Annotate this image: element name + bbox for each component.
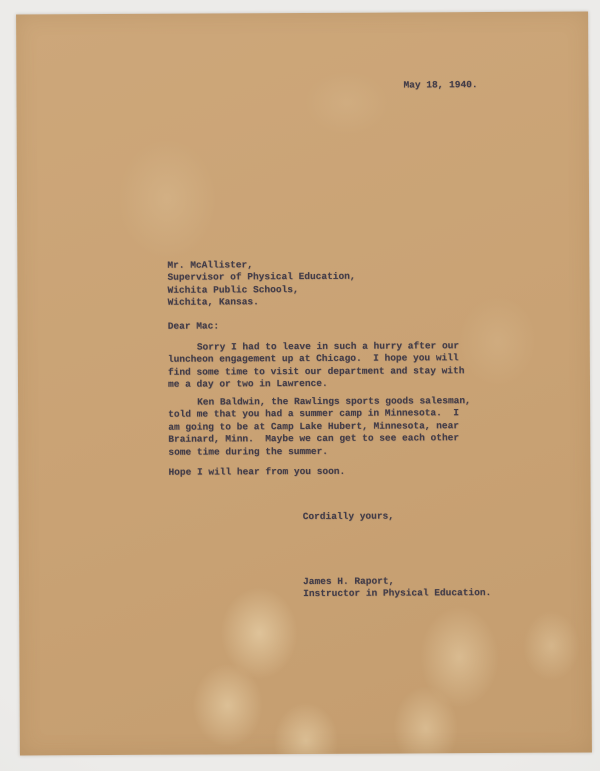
body-paragraph-1: Sorry I had to leave in such a hurry after our luncheon engagement up at Chicago. I hope you will find some time to visit our department and stay with me a day or two in Lawrence. (167, 340, 465, 391)
closing-line: Cordially yours, (302, 510, 394, 523)
paper-specks (16, 14, 18, 16)
body-paragraph-3: Hope I will hear from you soon. (168, 465, 346, 478)
letter-paper (16, 12, 592, 756)
letter-date: May 18, 1940. (403, 79, 478, 91)
salutation: Dear Mac: (167, 320, 220, 332)
body-paragraph-2: Ken Baldwin, the Rawlings sports goods salesman, told me that you had a summer camp in Minnesota. I am going to be at Camp Lake Hubert, Minnesota, near Brainard, Minn. Maybe we can get to see each other some time during the summer. (168, 395, 471, 458)
recipient-address: Mr. McAllister, Supervisor of Physical Education, Wichita Public Schools, Wichita, Kansas. (167, 259, 356, 309)
signature-block: James H. Raport, Instructor in Physical Education. (303, 575, 492, 600)
